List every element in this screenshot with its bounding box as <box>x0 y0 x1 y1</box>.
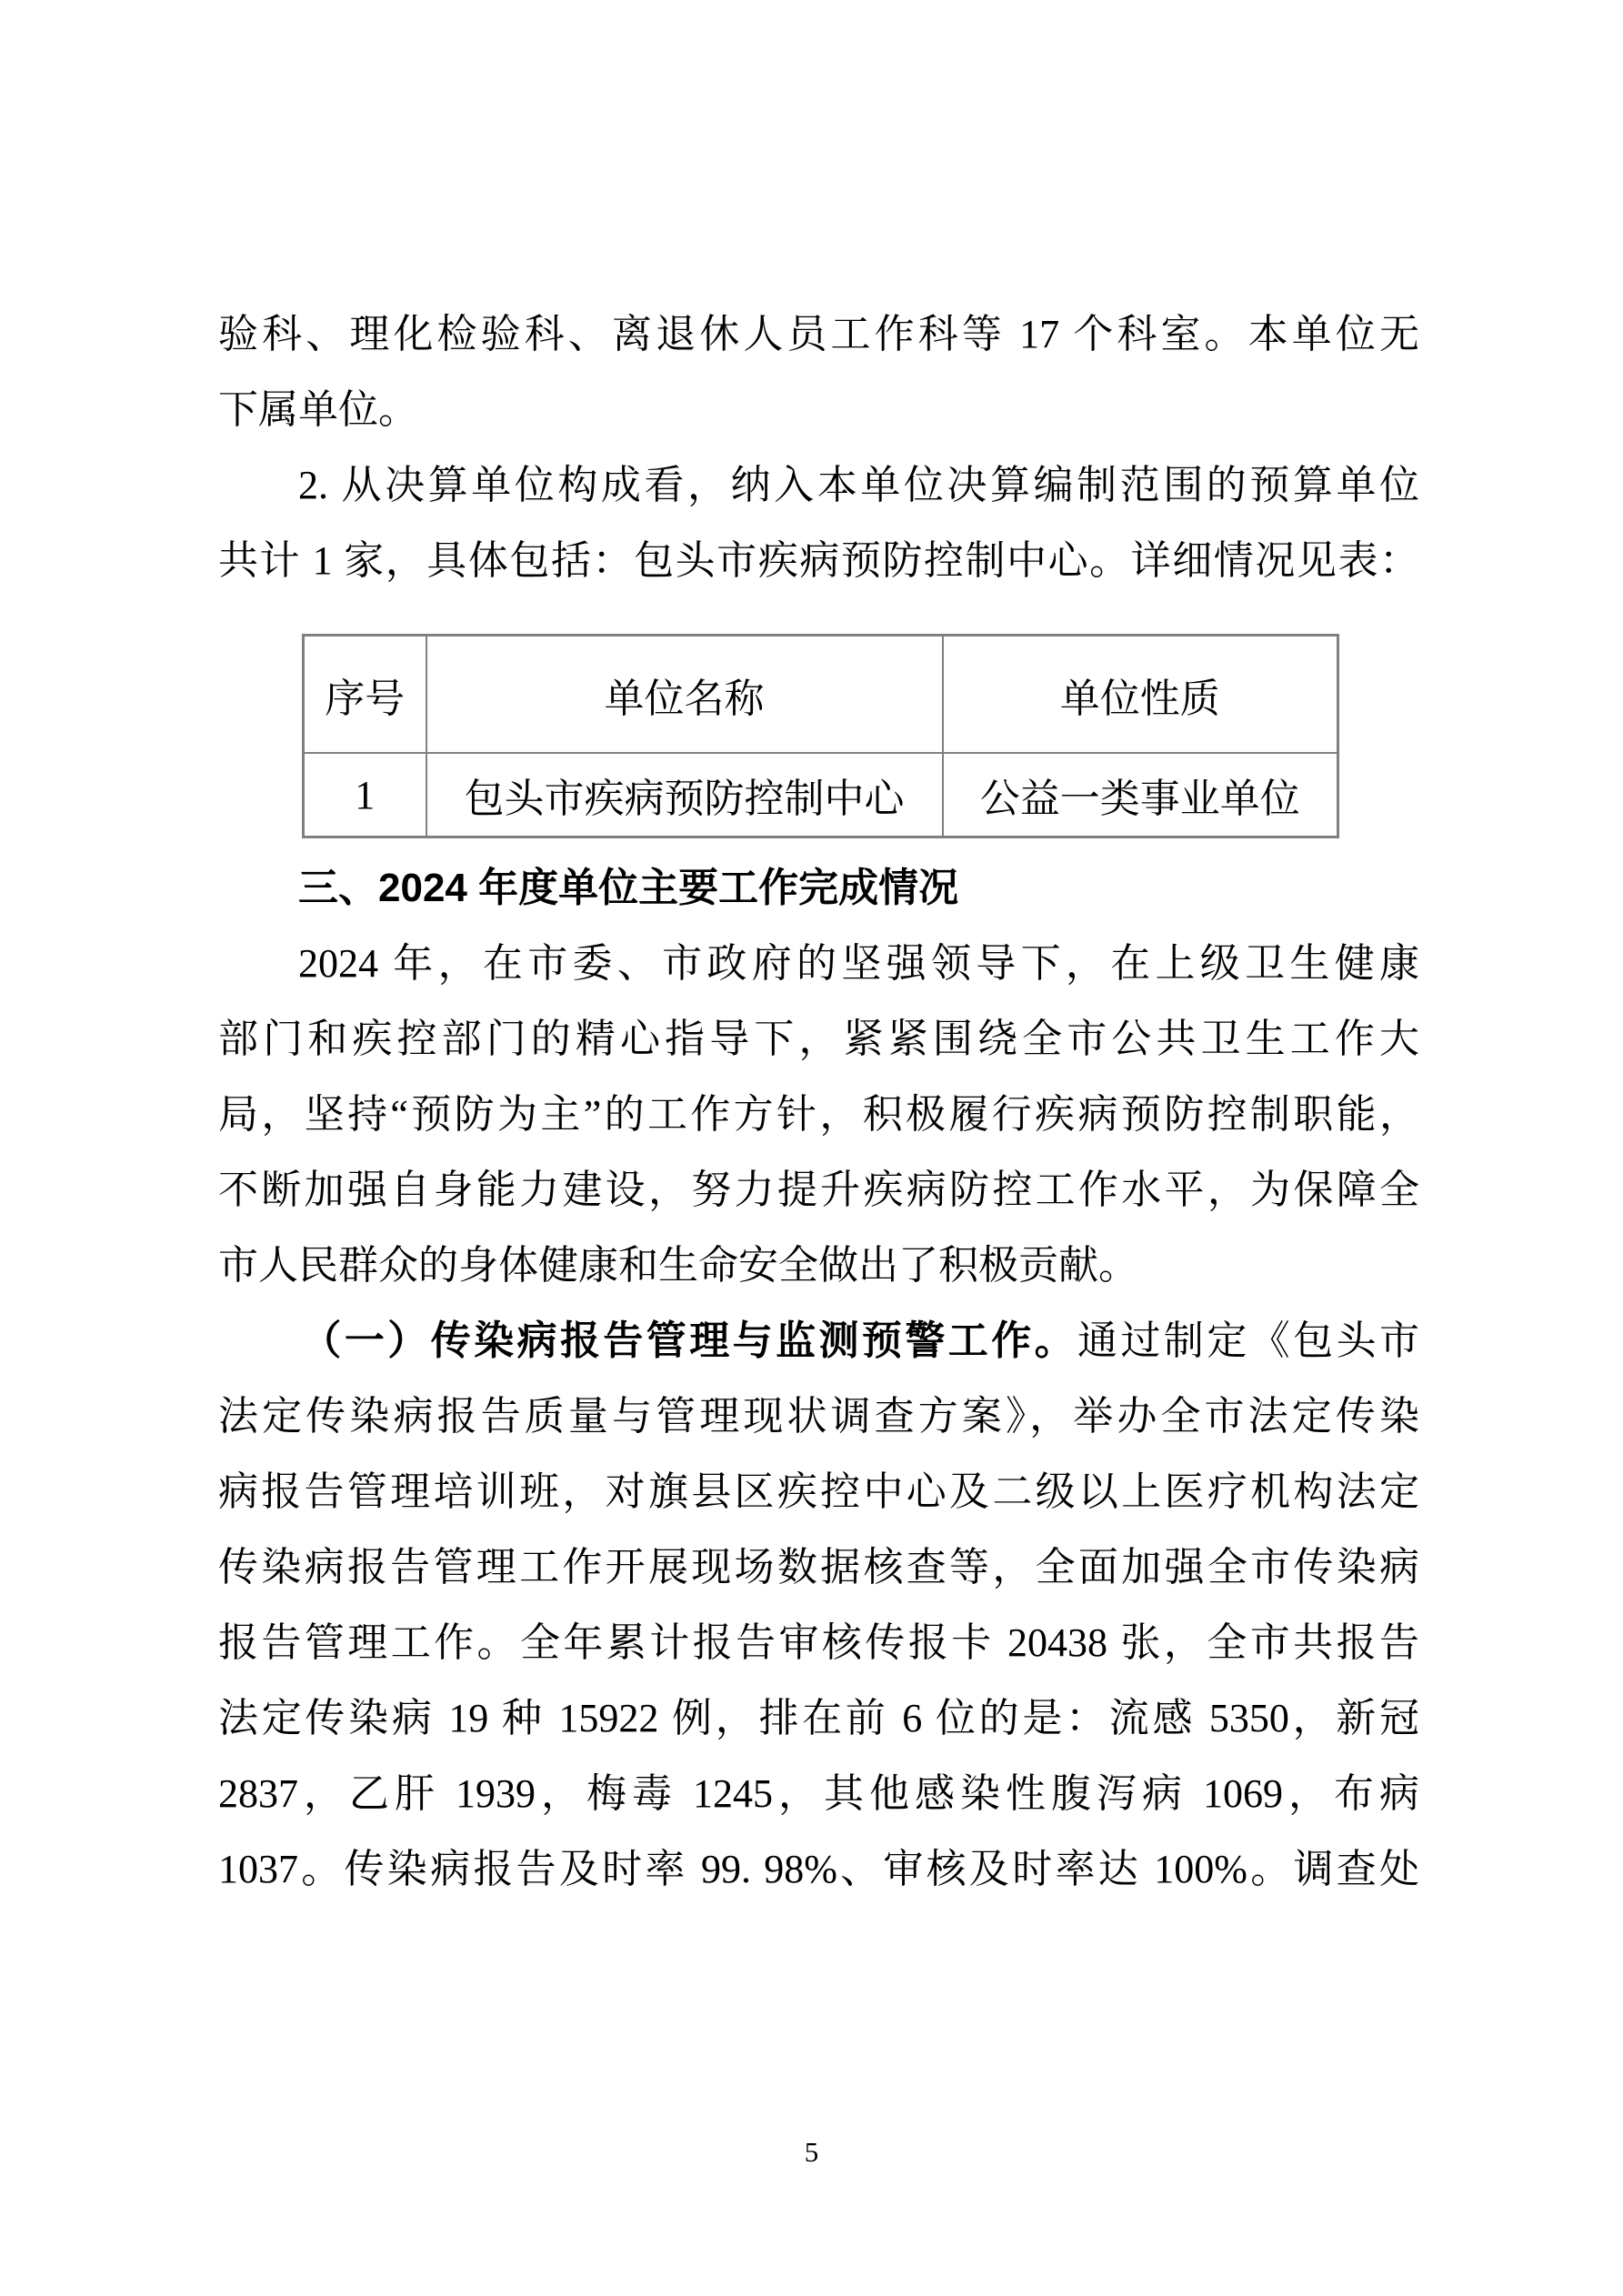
text-segment: 1037。传染病报告及时率 99. 98%、审核及时率达 100%。调查处 <box>218 1847 1419 1891</box>
text-line <box>218 1303 1419 1379</box>
text-line <box>218 372 1419 447</box>
text-segment: 传染病报告管理工作开展现场数据核查等，全面加强全市传染病 <box>218 1545 1419 1589</box>
text-line <box>218 1680 1419 1756</box>
text-line <box>218 1228 1419 1303</box>
text-segment: 市人民群众的身体健康和生命安全做出了积极贡献。 <box>218 1243 1138 1288</box>
text-segment: 局，坚持“预防为主”的工作方针，积极履行疾病预防控制职能， <box>218 1092 1419 1137</box>
text-line <box>218 1454 1419 1529</box>
text-segment: 不断加强自身能力建设，努力提升疾病防控工作水平，为保障全 <box>218 1168 1419 1212</box>
text-line <box>218 1605 1419 1680</box>
paragraph <box>218 447 1419 598</box>
table-header-cell: 单位性质 <box>943 636 1338 754</box>
paragraph <box>218 296 1419 447</box>
text-segment: 法定传染病 19 种 15922 例，排在前 6 位的是：流感 5350，新冠 <box>218 1696 1419 1740</box>
section-heading <box>218 850 1419 926</box>
text-line <box>218 1077 1419 1152</box>
table-cell: 包头市疾病预防控制中心 <box>426 753 943 837</box>
table-row <box>304 753 1338 837</box>
page-number: 5 <box>804 2136 819 2168</box>
text-segment: 下属单位。 <box>218 387 418 432</box>
heading-line <box>218 850 1419 926</box>
text-line <box>218 1831 1419 1907</box>
table-cell: 1 <box>304 753 426 837</box>
text-segment: 法定传染病报告质量与管理现状调查方案》，举办全市法定传染 <box>218 1394 1419 1439</box>
text-segment: 病报告管理培训班，对旗县区疾控中心及二级以上医疗机构法定 <box>218 1469 1419 1514</box>
paragraph <box>218 926 1419 1303</box>
text-line <box>218 447 1419 523</box>
table-header-cell: 序号 <box>304 636 426 754</box>
bold-text-segment: 三、2024 年度单位主要工作完成情况 <box>298 866 959 910</box>
text-line <box>218 926 1419 1001</box>
text-segment: 通过制定《包头市 <box>1077 1318 1420 1363</box>
text-line <box>218 1152 1419 1228</box>
text-line <box>218 1756 1419 1831</box>
document-content <box>218 296 1419 1907</box>
text-line <box>218 1379 1419 1454</box>
text-segment: 2837，乙肝 1939，梅毒 1245，其他感染性腹泻病 1069，布病 <box>218 1771 1419 1816</box>
table-cell: 公益一类事业单位 <box>943 753 1338 837</box>
text-line <box>218 296 1419 372</box>
text-segment: 验科、理化检验科、离退休人员工作科等 17 个科室。本单位无 <box>218 312 1419 356</box>
units-table <box>302 634 1339 838</box>
text-line <box>218 523 1419 598</box>
table-header-row <box>304 636 1338 754</box>
text-line <box>218 1529 1419 1605</box>
text-segment: 部门和疾控部门的精心指导下，紧紧围绕全市公共卫生工作大 <box>218 1017 1419 1061</box>
table-header-cell: 单位名称 <box>426 636 943 754</box>
bold-text-segment: （一）传染病报告管理与监测预警工作。 <box>298 1318 1078 1363</box>
text-segment: 2. 从决算单位构成看，纳入本单位决算编制范围的预算单位 <box>298 463 1419 507</box>
text-segment: 共计 1 家，具体包括：包头市疾病预防控制中心。详细情况见表： <box>218 538 1419 583</box>
text-segment: 报告管理工作。全年累计报告审核传报卡 20438 张，全市共报告 <box>218 1620 1419 1665</box>
text-segment: 2024 年，在市委、市政府的坚强领导下，在上级卫生健康 <box>298 941 1419 986</box>
text-line <box>218 1001 1419 1077</box>
paragraph <box>218 1303 1419 1907</box>
